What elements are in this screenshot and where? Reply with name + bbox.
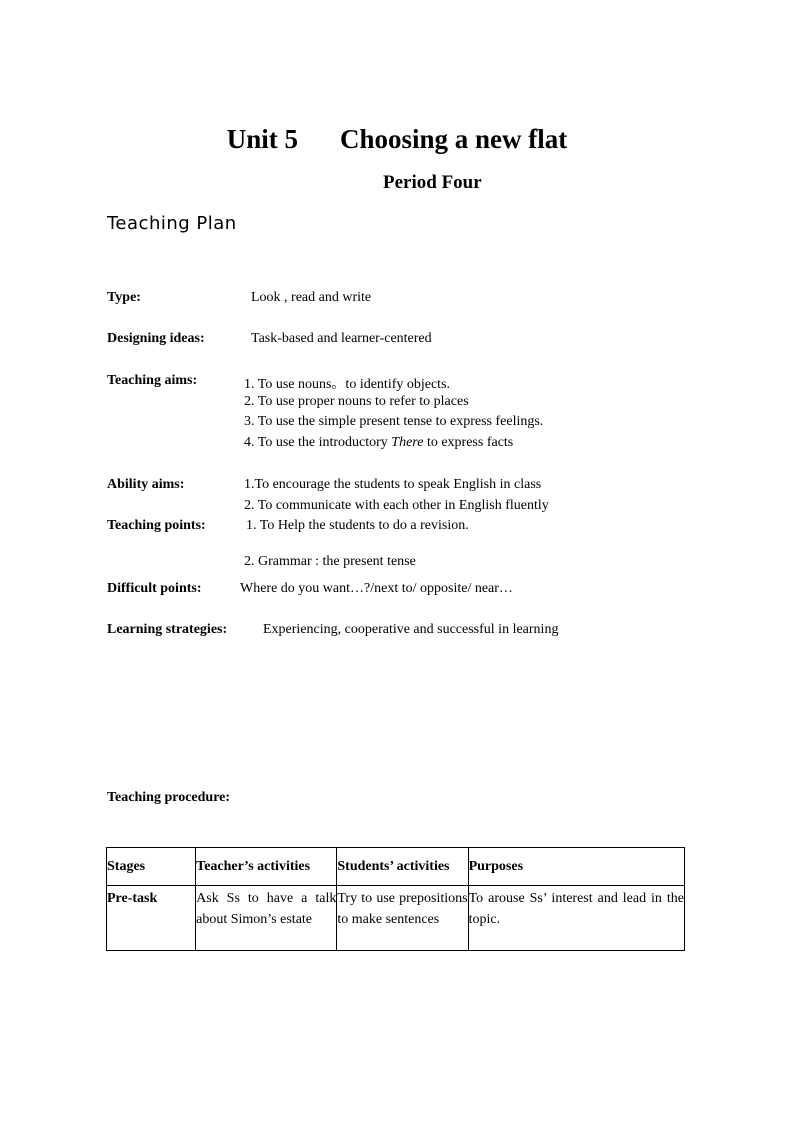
page-title <box>0 124 794 155</box>
purpose-cell: To arouse Ss’ interest and lead in the topic. <box>468 886 684 951</box>
teaching-aim-item: 1. To use nouns。to identify objects. <box>244 377 451 392</box>
teaching-aim-item: 2. To use proper nouns to refer to places <box>244 394 469 409</box>
teaching-plan-heading: Teaching Plan <box>107 213 237 234</box>
type-value: Look , read and write <box>251 290 372 305</box>
learning-strategies-value: Experiencing, cooperative and successful in learning <box>263 622 559 637</box>
designing-ideas-label: Designing ideas: <box>107 331 205 346</box>
table-row <box>107 886 685 951</box>
teaching-aim-item: 4. To use the introductory There to express facts <box>244 435 514 450</box>
difficult-points-label: Difficult points: <box>107 581 202 596</box>
teaching-points-label: Teaching points: <box>107 518 206 533</box>
period-subtitle: Period Four <box>383 172 482 193</box>
teacher-activity-cell: Ask Ss to have a talk about Simon’s estate <box>196 886 337 951</box>
stage-cell: Pre-task <box>107 886 196 951</box>
designing-ideas-value: Task-based and learner-centered <box>251 331 432 346</box>
column-header-students-activities: Students’ activities <box>337 848 468 886</box>
learning-strategies-label: Learning strategies: <box>107 622 228 637</box>
teaching-point-item: 2. Grammar : the present tense <box>244 554 416 569</box>
teaching-aim-item: 3. To use the simple present tense to express feelings. <box>244 414 544 429</box>
student-activity-cell: Try to use prepositions to make sentences <box>337 886 468 951</box>
teaching-point-item: 1. To Help the students to do a revision. <box>246 518 469 533</box>
table-header-row <box>107 848 685 886</box>
type-label: Type: <box>107 290 141 305</box>
unit-number: Unit 5 <box>226 124 298 154</box>
column-header-purposes: Purposes <box>468 848 684 886</box>
column-header-teacher-activities: Teacher’s activities <box>196 848 337 886</box>
difficult-points-value: Where do you want…?/next to/ opposite/ near… <box>240 581 513 596</box>
ability-aim-item: 1.To encourage the students to speak English in class <box>244 477 542 492</box>
teaching-aims-label: Teaching aims: <box>107 373 198 388</box>
ability-aims-label: Ability aims: <box>107 477 185 492</box>
column-header-stages: Stages <box>107 848 196 886</box>
teaching-procedure-heading: Teaching procedure: <box>107 790 231 805</box>
lesson-title: Choosing a new flat <box>339 124 568 154</box>
procedure-table <box>106 847 685 951</box>
ability-aim-item: 2. To communicate with each other in English fluently <box>244 498 549 513</box>
